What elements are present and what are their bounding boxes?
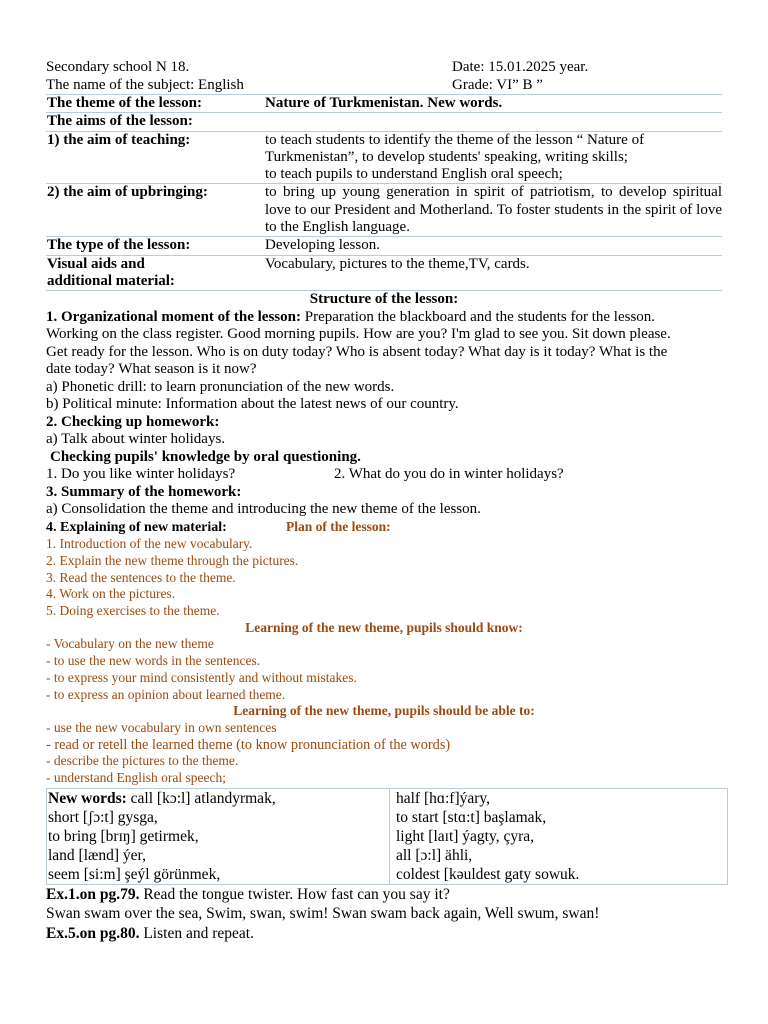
visual-aids-value: Vocabulary, pictures to the theme,TV, cards.	[265, 255, 530, 272]
upbringing-aim-value: to bring up young generation in spirit of patriotism, to develop spiritual love to our President and Motherland. To foster students in the spirit of love to the English language.	[265, 184, 722, 236]
word-entry: land [lænd] ýer,	[48, 846, 146, 864]
know-item: - Vocabulary on the new theme	[46, 636, 214, 652]
teaching-aim-value	[264, 131, 722, 184]
know-item: - to use the new words in the sentences.	[46, 653, 261, 669]
visual-aids-label-line: Visual aids and	[47, 255, 145, 272]
exercise-1-text: Read the tongue twister. How fast can you say it?	[139, 885, 450, 903]
new-words-table	[46, 788, 728, 885]
plan-item: 1. Introduction of the new vocabulary.	[46, 536, 253, 552]
able-item: - understand English oral speech;	[46, 770, 226, 786]
political-minute: b) Political minute: Information about the latest news of our country.	[46, 396, 459, 413]
word-entry: coldest [kəuldest gaty sowuk.	[396, 865, 580, 883]
lesson-type-label: The type of the lesson:	[47, 237, 191, 254]
questions-row	[46, 466, 722, 484]
exercise-1	[46, 885, 722, 905]
org-moment-line	[46, 309, 722, 327]
theme-label: The theme of the lesson:	[47, 95, 202, 111]
teaching-aim-label: 1) the aim of teaching:	[47, 131, 191, 148]
able-list	[46, 720, 722, 787]
able-item: - use the new vocabulary in own sentences	[46, 720, 277, 735]
oral-questioning-label: Checking pupils' knowledge by oral questioning.	[50, 448, 361, 465]
word-entry	[48, 789, 385, 808]
new-words-right	[390, 788, 728, 884]
visual-aids-label	[46, 255, 264, 291]
lesson-date: Date: 15.01.2025 year.	[452, 59, 589, 75]
word-entry: light [laɪt] ýagty, çyra,	[396, 827, 535, 845]
subject-name: The name of the subject: English	[46, 76, 244, 93]
know-item: - to express your mind consistently and without mistakes.	[46, 669, 357, 685]
theme-row	[46, 95, 722, 113]
org-moment-line: Get ready for the lesson. Who is on duty today? Who is absent today? What day is it today? What is the	[46, 343, 668, 360]
explain-row	[46, 519, 722, 537]
summary-item: a) Consolidation the theme and introducing the new theme of the lesson.	[46, 501, 481, 518]
aims-label: The aims of the lesson:	[47, 113, 193, 130]
teaching-aim-row	[46, 131, 722, 184]
exercise-5	[46, 924, 722, 944]
homework-check-label: 2. Checking up homework:	[46, 413, 220, 430]
plan-list	[46, 536, 722, 620]
word-entry: seem [si:m] şeýl görünmek,	[48, 865, 221, 883]
new-words-label: New words:	[48, 789, 127, 807]
word-text: call [kɔ:l] atlandyrmak,	[126, 789, 276, 807]
grade: Grade: VI” B ”	[452, 76, 543, 93]
plan-item: 2. Explain the new theme through the pictures.	[46, 552, 299, 568]
able-item: - describe the pictures to the theme.	[46, 753, 239, 769]
know-item: - to express an opinion about learned theme.	[46, 686, 286, 702]
org-moment-line: date today? What season is it now?	[46, 361, 257, 378]
plan-item: 4. Work on the pictures.	[46, 586, 176, 602]
upbringing-aim-label: 2) the aim of upbringing:	[47, 184, 208, 201]
theme-value: Nature of Turkmenistan. New words.	[265, 95, 503, 111]
teaching-aim-line: to teach students to identify the theme of the lesson “ Nature of	[265, 131, 645, 148]
plan-item: 5. Doing exercises to the theme.	[46, 603, 220, 619]
word-entry: half [hɑ:f]ýary,	[396, 789, 491, 807]
homework-check-item: a) Talk about winter holidays.	[46, 431, 226, 448]
school-name: Secondary school N 18.	[46, 59, 190, 75]
org-moment-line: Working on the class register. Good morning pupils. How are you? I'm glad to see you. Sit down please.	[46, 326, 671, 343]
know-list	[46, 636, 722, 703]
exercise-5-label: Ex.5.on pg.80.	[46, 924, 140, 942]
structure-title: Structure of the lesson:	[309, 291, 459, 308]
visual-aids-row	[46, 255, 722, 291]
aims-row	[46, 113, 722, 131]
new-words-left	[47, 788, 390, 884]
new-words-row	[47, 788, 728, 884]
lesson-info-table	[46, 94, 722, 291]
lesson-plan-page	[46, 59, 722, 943]
plan-title: Plan of the lesson:	[286, 518, 391, 534]
question-2: 2. What do you do in winter holidays?	[334, 466, 564, 483]
able-title: Learning of the new theme, pupils should be able to:	[233, 703, 535, 719]
phonetic-drill: a) Phonetic drill: to learn pronunciation of the new words.	[46, 378, 395, 395]
header-row-2	[46, 77, 722, 95]
upbringing-aim-row	[46, 184, 722, 237]
exercise-5-text: Listen and repeat.	[139, 924, 254, 942]
explain-label: 4. Explaining of new material:	[46, 519, 227, 535]
summary-label: 3. Summary of the homework:	[46, 483, 242, 500]
able-item: - read or retell the learned theme (to know pronunciation of the words)	[46, 736, 451, 753]
exercise-1-label: Ex.1.on pg.79.	[46, 885, 140, 903]
org-moment-text: Preparation the blackboard and the students for the lesson.	[300, 308, 656, 325]
lesson-type-value: Developing lesson.	[265, 237, 380, 254]
word-entry: all [ɔ:l] ähli,	[396, 846, 473, 864]
org-moment-label: 1. Organizational moment of the lesson:	[46, 308, 301, 325]
word-entry: short [ʃɔ:t] gysga,	[48, 808, 158, 826]
word-entry: to bring [brɪŋ] getirmek,	[48, 827, 199, 845]
question-1: 1. Do you like winter holidays?	[46, 466, 236, 483]
know-title: Learning of the new theme, pupils should know:	[245, 619, 523, 635]
lesson-type-row	[46, 237, 722, 255]
plan-item: 3. Read the sentences to the theme.	[46, 569, 236, 585]
word-entry: to start [stɑ:t] başlamak,	[396, 808, 547, 826]
visual-aids-label-line: additional material:	[47, 272, 175, 289]
tongue-twister: Swan swam over the sea, Swim, swan, swim! Swan swam back again, Well swum, swan!	[46, 905, 600, 923]
header-row-1	[46, 59, 722, 77]
teaching-aim-line: to teach pupils to understand English oral speech;	[265, 166, 563, 183]
teaching-aim-line: Turkmenistan”, to develop students' speaking, writing skills;	[265, 148, 628, 165]
